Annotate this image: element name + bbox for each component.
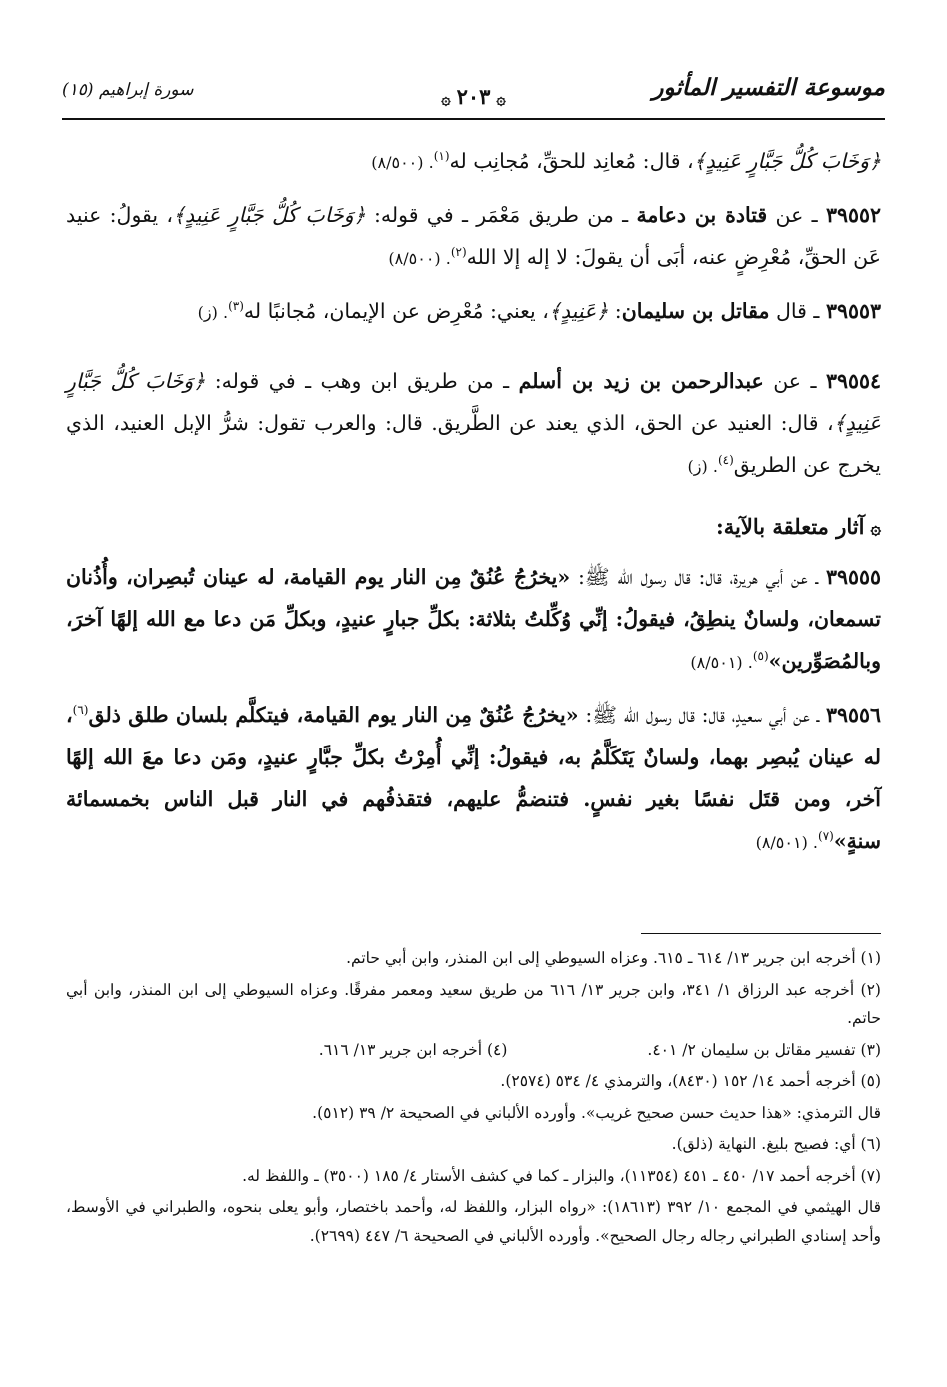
ornament-icon: ۞ xyxy=(441,89,451,108)
footnote-row xyxy=(66,1036,881,1065)
quran-quote: ﴿وَخَابَ كُلُّ جَبَّارٍ عَنِيدٍ﴾ xyxy=(693,149,881,173)
reference: . (ز) xyxy=(197,303,229,322)
reference: . (٨/٥٠٠) xyxy=(371,153,434,172)
reference: . (ز) xyxy=(687,457,718,476)
paragraph: ٣٩٥٥٣ ـ قال مقاتل بن سليمان: ﴿عَنِيدٍ﴾، يعني: مُعْرِض عن الإيمان، مُجانبًا له$^{(٣)}$. (ز) xyxy=(197,299,881,323)
athar-number: ٣٩٥٥٣ xyxy=(825,299,881,323)
section-heading: ۞آثار متعلقة بالآية: xyxy=(715,514,881,539)
narrator-name: قتادة بن دعامة xyxy=(636,203,768,227)
reference: . (٨/٥٠١) xyxy=(755,833,818,852)
athar-number: ٣٩٥٥٤ xyxy=(825,369,881,393)
ornament-icon: ۞ xyxy=(496,89,506,108)
footnote-marker[interactable]: (٢) xyxy=(450,245,467,260)
narrator-name: عبدالرحمن بن زيد بن أسلم xyxy=(518,369,764,393)
footnote: (٢) أخرجه عبد الرزاق ١/ ٣٤١، وابن جرير ١٣/ ٦١٦ من طريق سعيد ومعمر مفرقًا. وعزاه السيوطي إلى ابن المنذر، وابن أبي حاتم. xyxy=(66,980,881,1027)
paragraph: ٣٩٥٥٥ ـ عن أبي هريرة، قال: قال رسول الله ﷺ: «يخرُجُ عُنُقٌ مِن النار يوم القيامة، له عينان تُبصِران، وأُذُنان تسمعان، ولسانٌ ينطِقُ، فيقولُ: إنِّي وُكِّلتُ بثلاثة: بكلِّ جبارٍ عنيدٍ، وبكلِّ مَن دعا مع الله إلهًا آخرَ، وبالمُصَوِّرين»$^{(٥)}$. (٨/٥٠١) xyxy=(66,565,881,673)
footnote-marker[interactable]: (٤) xyxy=(717,453,734,468)
footnote: (٦) أي: فصيح بليغ. النهاية (ذلق). xyxy=(671,1135,881,1153)
sura-label: سورة إبراهيم (١٥) xyxy=(62,80,194,100)
reference: . (٨/٥٠١) xyxy=(690,653,753,672)
paragraph: ٣٩٥٥٢ ـ عن قتادة بن دعامة ـ من طريق مَعْمَر ـ في قوله: ﴿وَخَابَ كُلُّ جَبَّارٍ عَنِيدٍ﴾، يقولُ: عنيد عَن الحقِّ، مُعْرِضٍ عنه، أبَى أن يقولَ: لا إله إلا الله$^{(٢)}$. (٨/٥٠٠) xyxy=(66,203,882,269)
hadith-text: «يخرُجُ عُنُقٌ مِن النار يوم القيامة، له عينان تُبصِران، وأُذُنان تسمعان، ولسانٌ ينطِقُ، فيقولُ: إنِّي وُكِّلتُ بثلاثة: بكلِّ جبارٍ عنيدٍ، وبكلِّ مَن دعا مع الله إلهًا آخرَ، وبالمُصَوِّرين» xyxy=(66,565,881,673)
footnote-marker[interactable]: (٧) xyxy=(818,829,834,844)
footnote-divider xyxy=(641,933,881,934)
athar-number: ٣٩٥٥٢ xyxy=(825,203,882,227)
quran-quote: ﴿وَخَابَ كُلُّ جَبَّارٍ عَنِيدٍ﴾ xyxy=(66,369,881,435)
header-divider xyxy=(62,118,885,120)
paragraph: ﴿وَخَابَ كُلُّ جَبَّارٍ عَنِيدٍ﴾، قال: مُعانِد للحقِّ، مُجانِب له$^{(١)}$. (٨/٥٠٠) xyxy=(371,149,881,173)
footnote: (١) أخرجه ابن جرير ١٣/ ٦١٤ ـ ٦١٥. وعزاه السيوطي إلى ابن المنذر، وابن أبي حاتم. xyxy=(346,949,881,967)
footnote-marker[interactable]: (٦) xyxy=(72,703,89,718)
footnote: قال الترمذي: «هذا حديث حسن صحيح غريب». وأورده الألباني في الصحيحة ٢/ ٣٩ (٥١٢). xyxy=(312,1103,881,1122)
footnote: (٥) أخرجه أحمد ١٤/ ١٥٢ (٨٤٣٠)، والترمذي ٤/ ٥٣٤ (٢٥٧٤). xyxy=(500,1072,881,1090)
footnote-marker[interactable]: (١) xyxy=(433,149,450,164)
quran-quote: ﴿وَخَابَ كُلُّ جَبَّارٍ عَنِيدٍ﴾ xyxy=(173,203,366,227)
paragraph: ٣٩٥٥٤ ـ عن عبدالرحمن بن زيد بن أسلم ـ من طريق ابن وهب ـ في قوله: ﴿وَخَابَ كُلُّ جَبَّارٍ عَنِيدٍ﴾، قال: العنيد عن الحق، الذي يعند عن الطَّريق. قال: والعرب تقول: شرُّ الإبل العنيد، الذي يخرج عن الطريق$^{(٤)}$. (ز) xyxy=(66,369,881,477)
page-number-text: ٢٠٣ xyxy=(456,84,491,109)
quran-quote: ﴿عَنِيدٍ﴾ xyxy=(548,299,609,323)
footnote: (٤) أخرجه ابن جرير ١٣/ ٦١٦. xyxy=(318,1040,508,1059)
reference: . (٨/٥٠٠) xyxy=(388,249,451,268)
narrator-name: مقاتل بن سليمان xyxy=(621,299,770,323)
athar-number: ٣٩٥٥٥ xyxy=(825,565,881,589)
footnote: (٣) تفسير مقاتل بن سليمان ٢/ ٤٠١. xyxy=(647,1040,881,1059)
footnotes xyxy=(66,944,881,1253)
hadith-text: ، له عينان يُبصِر بهما، ولسانٌ يَتَكَلَّمُ به، فيقولُ: إنِّي أُمِرْتُ بكلِّ جبَّارٍ عنيدٍ، ومَن دعا معَ الله إلهًا آخر، ومن قتَل نفسًا بغير نفسٍ. فتنضمُّ عليهم، فتقذفُهم في النار قبل الناس بخمسمائة سنةٍ» xyxy=(66,703,881,853)
book-title: موسوعة التفسير المأثور xyxy=(652,74,885,101)
footnote-marker[interactable]: (٣) xyxy=(228,299,244,314)
hadith-text: «يخرُجُ عُنُقٌ مِن النار يوم القيامة، فيتكلَّم بلسان طلق ذلق xyxy=(88,703,579,727)
footnote-marker[interactable]: (٥) xyxy=(752,649,769,664)
main-text xyxy=(66,140,881,874)
paragraph: ٣٩٥٥٦ ـ عن أبي سعيدٍ، قال: قال رسول الله ﷺ: «يخرُجُ عُنُقٌ مِن النار يوم القيامة، فيتكلَّم بلسان طلق ذلق$^{(٦)}$، له عينان يُبصِر بهما، ولسانٌ يَتَكَلَّمُ به، فيقولُ: إنِّي أُمِرْتُ بكلِّ جبَّارٍ عنيدٍ، ومَن دعا معَ الله إلهًا آخر، ومن قتَل نفسًا بغير نفسٍ. فتنضمُّ عليهم، فتقذفُهم في النار قبل الناس بخمسمائة سنةٍ»$^{(٧)}$. (٨/٥٠١) xyxy=(66,703,881,853)
page-header xyxy=(62,70,885,124)
footnote: (٧) أخرجه أحمد ١٧/ ٤٥٠ ـ ٤٥١ (١١٣٥٤)، والبزار ـ كما في كشف الأستار ٤/ ١٨٥ (٣٥٠٠) ـ واللفظ له. xyxy=(242,1166,881,1185)
footnote: قال الهيثمي في المجمع ١٠/ ٣٩٢ (١٨٦١٣): «رواه البزار، واللفظ له، وأحمد باختصار، وأبو يعلى بنحوه، والطبراني في الأوسط، وأحد إسنادي الطبراني رجاله رجال الصحيح». وأورده الألباني في الصحيحة ٦/ ٤٤٧ (٢٦٩٩). xyxy=(66,1198,881,1245)
athar-number: ٣٩٥٥٦ xyxy=(825,703,881,727)
page-number xyxy=(435,84,512,109)
flower-ornament-icon: ۞ xyxy=(870,518,881,539)
